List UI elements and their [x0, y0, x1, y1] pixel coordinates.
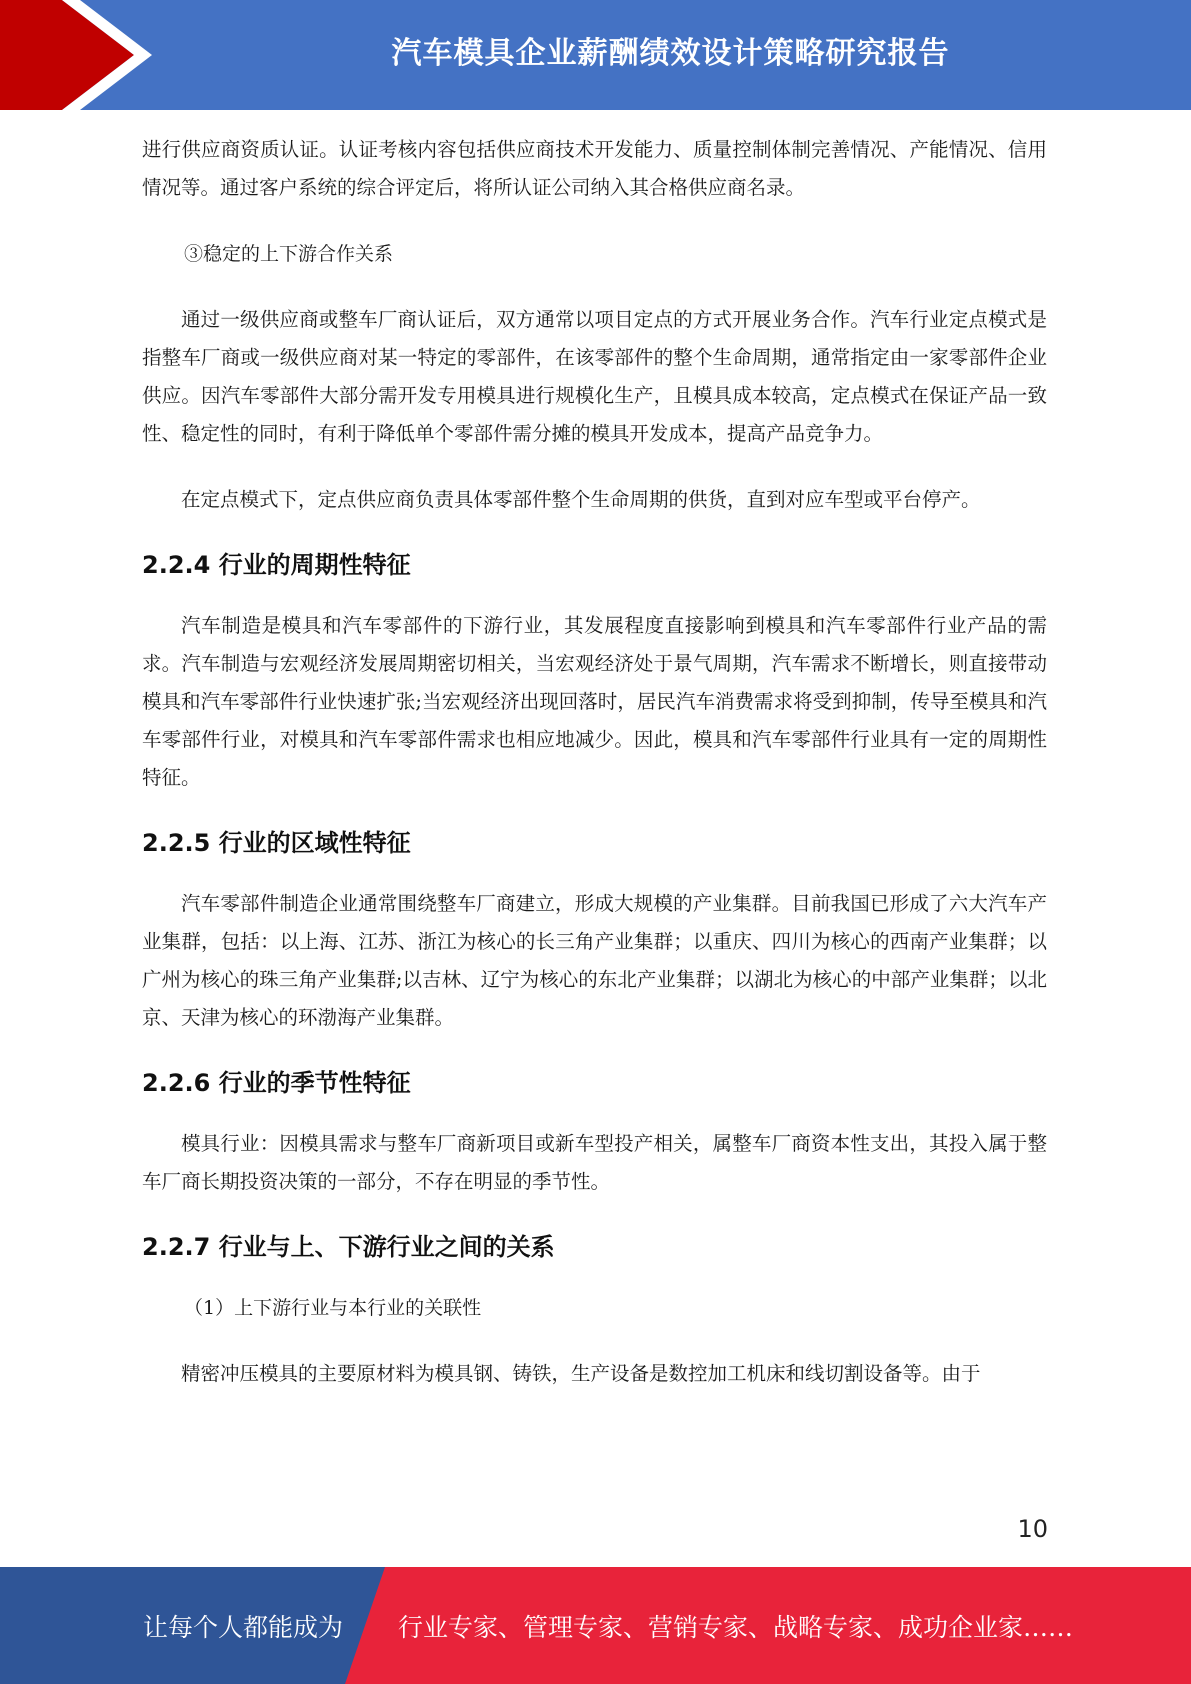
- section-heading-2-2-4: 2.2.4 行业的周期性特征: [142, 551, 411, 579]
- section-heading-2-2-6: 2.2.6 行业的季节性特征: [142, 1069, 411, 1097]
- paragraph-designated-supplier: 在定点模式下，定点供应商负责具体零部件整个生命周期的供货，直到对应车型或平台停产。: [181, 488, 981, 511]
- paragraph-supplier-certification: 进行供应商资质认证。认证考核内容包括供应商技术开发能力、质量控制体制完善情况、产能情况、信用情况等。通过客户系统的综合评定后，将所认证公司纳入其合格供应商名录。: [142, 138, 1047, 199]
- section-heading-2-2-7: 2.2.7 行业与上、下游行业之间的关系: [142, 1233, 555, 1261]
- section-heading-2-2-5: 2.2.5 行业的区域性特征: [142, 829, 411, 857]
- page-header: [0, 0, 1191, 110]
- paragraph-seasonality: 模具行业：因模具需求与整车厂商新项目或新车型投产相关，属整车厂商资本性支出，其投入属于整车厂商长期投资决策的一部分，不存在明显的季节性。: [142, 1132, 1047, 1193]
- page-body: [142, 131, 1047, 1393]
- header-chevron-decoration: [0, 0, 160, 110]
- paragraph-cyclicality: 汽车制造是模具和汽车零部件的下游行业，其发展程度直接影响到模具和汽车零部件行业产品的需求。汽车制造与宏观经济发展周期密切相关，当宏观经济处于景气周期，汽车需求不断增长，则直接带动模具和汽车零部件行业快速扩张;当宏观经济出现回落时，居民汽车消费需求将受到抑制，传导至模具和汽车零部件行业，对模具和汽车零部件需求也相应地减少。因此，模具和汽车零部件行业具有一定的周期性特征。: [142, 614, 1047, 789]
- paragraph-designated-mode: 通过一级供应商或整车厂商认证后，双方通常以项目定点的方式开展业务合作。汽车行业定点模式是指整车厂商或一级供应商对某一特定的零部件，在该零部件的整个生命周期，通常指定由一家零部件企业供应。因汽车零部件大部分需开发专用模具进行规模化生产，且模具成本较高，定点模式在保证产品一致性、稳定性的同时，有利于降低单个零部件需分摊的模具开发成本，提高产品竞争力。: [142, 308, 1047, 445]
- document-title: 汽车模具企业薪酬绩效设计策略研究报告: [391, 36, 950, 71]
- header-red-chevron: [0, 0, 134, 110]
- footer-slogan-left: 让每个人都能成为: [143, 1612, 344, 1642]
- paragraph-raw-materials: 精密冲压模具的主要原材料为模具钢、铸铁，生产设备是数控加工机床和线切割设备等。由于: [181, 1362, 981, 1385]
- paragraph-regionality: 汽车零部件制造企业通常围绕整车厂商建立，形成大规模的产业集群。目前我国已形成了六大汽车产业集群，包括：以上海、江苏、浙江为核心的长三角产业集群；以重庆、四川为核心的西南产业集群；以广州为核心的珠三角产业集群;以吉林、辽宁为核心的东北产业集群；以湖北为核心的中部产业集群；以北京、天津为核心的环渤海产业集群。: [142, 892, 1047, 1029]
- subheading-stable-cooperation: ③稳定的上下游合作关系: [184, 243, 394, 265]
- page-footer: [0, 1567, 1191, 1684]
- footer-slogan-right: 行业专家、管理专家、营销专家、战略专家、成功企业家……: [398, 1612, 1074, 1642]
- page-number: 10: [1017, 1515, 1048, 1543]
- subheading-upstream-downstream: （1）上下游行业与本行业的关联性: [184, 1297, 482, 1319]
